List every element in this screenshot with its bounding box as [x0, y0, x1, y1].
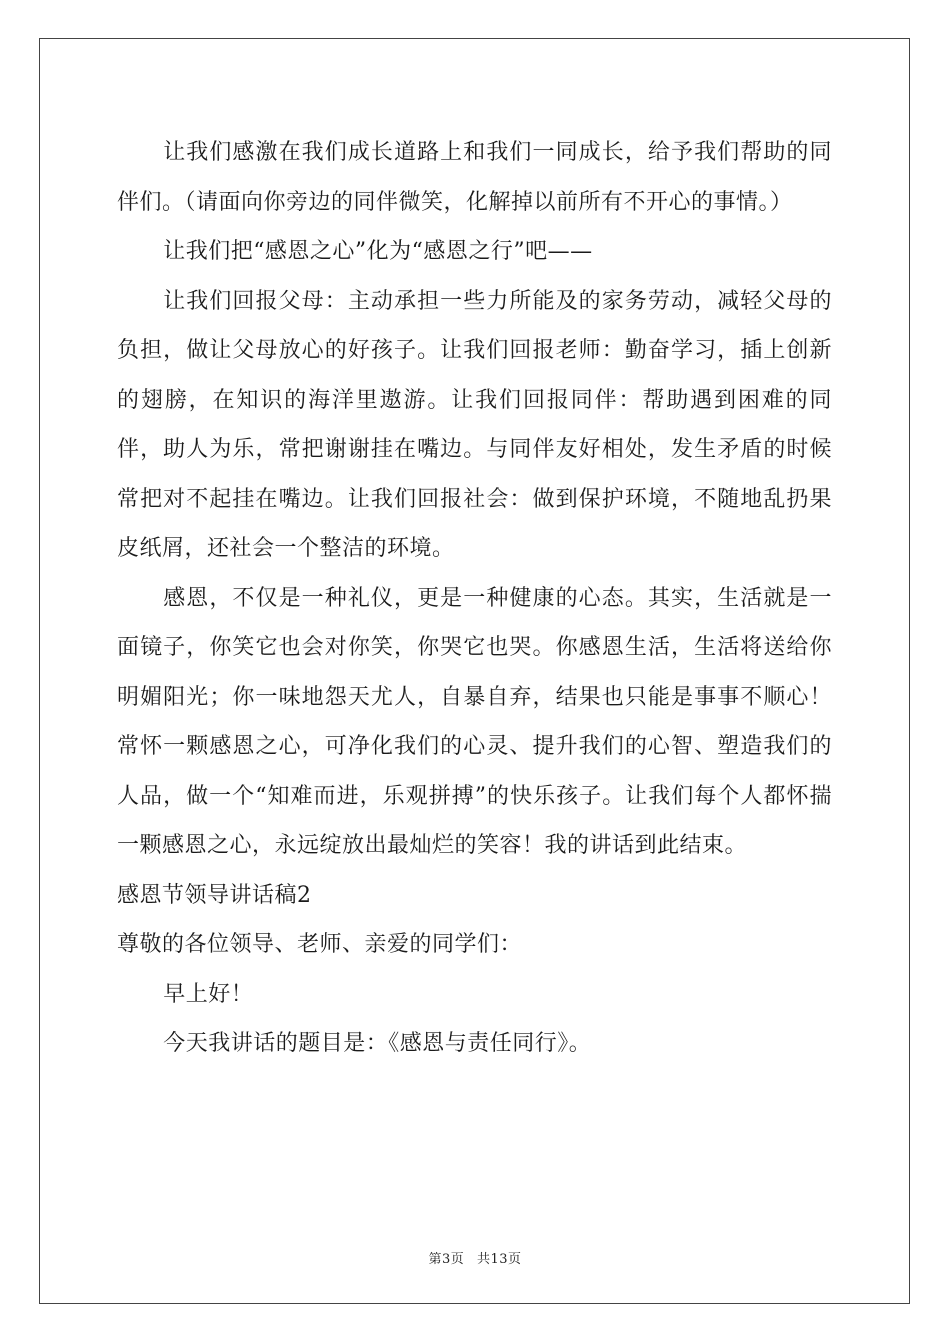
salutation: 尊敬的各位领导、老师、亲爱的同学们： [117, 932, 523, 957]
greeting: 早上好！ [163, 981, 254, 1007]
paragraph: 让我们感激在我们成长道路上和我们一同成长，给予我们帮助的同伴们。（请面向你旁边的同伴微笑，化解掉以前所有不开心的事情。） [117, 140, 832, 215]
page-footer [0, 1248, 950, 1267]
page-total: 共13页 [476, 1252, 522, 1267]
page-number: 第3页 [428, 1252, 465, 1267]
paragraph: 让我们把“感恩之心”化为“感恩之行”吧—— [163, 239, 593, 264]
document-body [117, 128, 832, 1069]
section-heading: 感恩节领导讲话稿2 [117, 882, 312, 908]
paragraph: 让我们回报父母：主动承担一些力所能及的家务劳动，减轻父母的负担，做让父母放心的好孩子。让我们回报老师：勤奋学习，插上创新的翅膀，在知识的海洋里遨游。让我们回报同伴：帮助遇到困难的同伴，助人为乐，常把谢谢挂在嘴边。与同伴友好相处，发生矛盾的时候常把对不起挂在嘴边。让我们回报社会：做到保护环境，不随地乱扔果皮纸屑，还社会一个整洁的环境。 [117, 288, 832, 561]
paragraph: 今天我讲话的题目是：《感恩与责任同行》。 [163, 1031, 592, 1056]
paragraph: 感恩，不仅是一种礼仪，更是一种健康的心态。其实，生活就是一面镜子，你笑它也会对你笑，你哭它也哭。你感恩生活，生活将送给你明媚阳光；你一味地怨天尤人，自暴自弃，结果也只能是事事不顺心！常怀一颗感恩之心，可净化我们的心灵、提升我们的心智、塑造我们的人品，做一个“知难而进，乐观拼搏”的快乐孩子。让我们每个人都怀揣一颗感恩之心，永远绽放出最灿烂的笑容！我的讲话到此结束。 [117, 585, 832, 858]
